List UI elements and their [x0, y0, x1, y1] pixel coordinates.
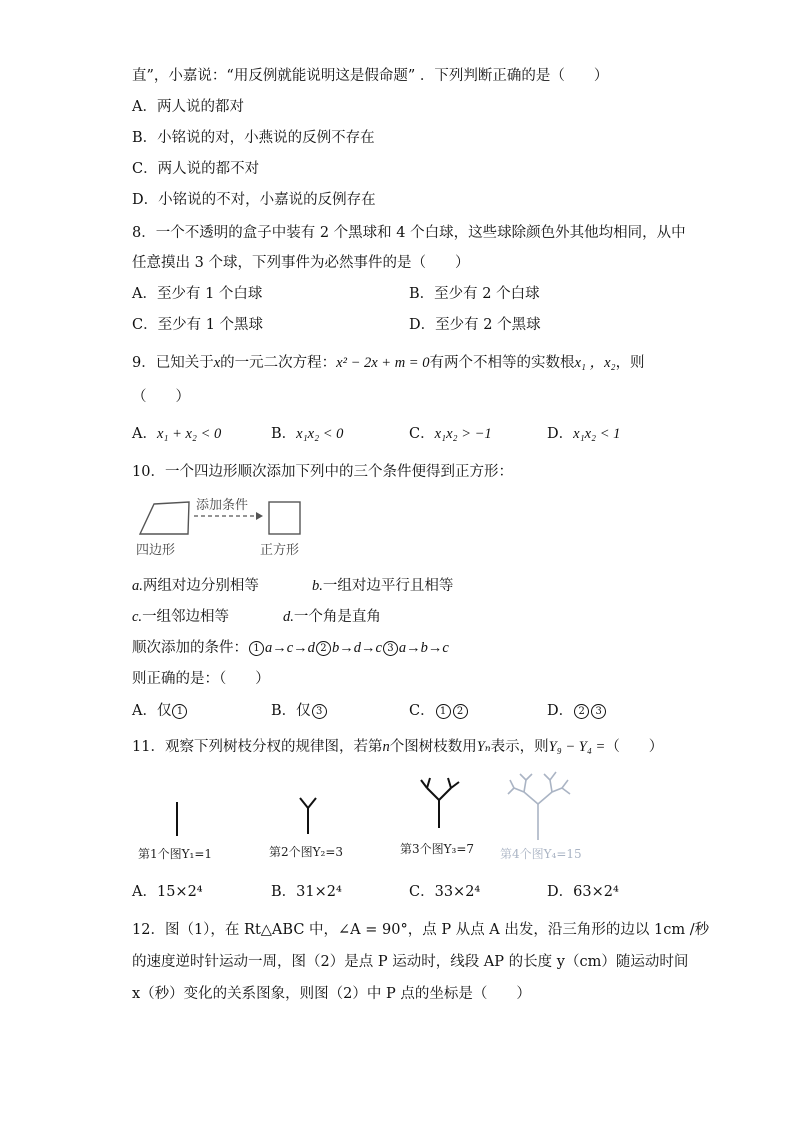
q12-stem-line2: 的速度逆时针运动一周，图（2）是点 P 运动时，线段 AP 的长度 y（cm）随运动时间	[132, 954, 689, 970]
tree-2	[300, 798, 316, 834]
q9-option-b-expr: x₁x₂ < 0	[296, 426, 344, 442]
q9-option-d-label: D．	[547, 426, 574, 442]
q9-option-d-expr: x₁x₂ < 1	[573, 426, 621, 442]
order-prefix: 顺次添加的条件：	[132, 640, 248, 656]
q9-option-c[interactable]	[409, 424, 492, 444]
q10-option-a[interactable]	[132, 701, 188, 721]
q11-option-a[interactable]: A．15×2⁴	[132, 884, 203, 900]
q9-option-d[interactable]	[547, 424, 620, 444]
q10-order	[132, 638, 449, 658]
tree-3	[421, 778, 459, 828]
q10-option-b-label: B．仅	[271, 703, 311, 719]
q10-condition-c	[132, 607, 229, 627]
circled-number: 2	[574, 704, 589, 719]
q11-option-c[interactable]: C．33×2⁴	[409, 884, 481, 900]
q9-prefix: 9．已知关于	[132, 355, 214, 371]
q10-option-c-label: C．	[409, 703, 435, 719]
q8-stem-line2: 任意摸出 3 个球，下列事件为必然事件的是（ ）	[132, 255, 470, 271]
cond-c-text: 一组邻边相等	[142, 609, 230, 625]
q9-tail: ，则	[615, 355, 645, 371]
order-3: a→b→c	[398, 640, 449, 656]
figure-label-add: 添加条件	[196, 498, 249, 513]
circled-number: 1	[249, 641, 264, 656]
order-2: b→d→c	[331, 640, 382, 656]
q9-option-a-expr: x₁ + x₂ < 0	[156, 426, 222, 442]
tree-4-caption: 第4个图Y₄=15	[500, 847, 582, 861]
q10-question: 则正确的是：（ ）	[132, 671, 270, 687]
q10-option-c[interactable]	[409, 701, 469, 721]
q9-option-c-expr: x₁x₂ > −1	[434, 426, 492, 442]
q11-option-d[interactable]: D．63×2⁴	[547, 884, 619, 900]
tree-3-caption: 第3个图Y₃=7	[400, 842, 475, 856]
q11-stem-b: 个图树枝数用	[389, 739, 477, 755]
q10-option-a-label: A．仅	[132, 703, 172, 719]
cond-d-text: 一个角是直角	[293, 609, 381, 625]
q10-option-b[interactable]	[271, 701, 328, 721]
q12-stem-line1: 12．图（1），在 Rt△ABC 中，∠A = 90°，点 P 从点 A 出发，沿三角形的边以 1cm /秒	[132, 922, 710, 938]
tree-2-caption: 第2个图Y₂=3	[269, 845, 344, 859]
q11-stem-a: 11．观察下列树枝分杈的规律图，若第	[132, 739, 383, 755]
q11-stem-c: 表示，则	[490, 739, 549, 755]
q9-mid: 的一元二次方程：	[220, 355, 337, 371]
circled-number: 3	[591, 704, 606, 719]
circled-number: 2	[316, 641, 331, 656]
q11-option-b[interactable]: B．31×2⁴	[271, 884, 342, 900]
q10-figure	[132, 494, 332, 562]
tree-1-caption: 第1个图Y₁=1	[138, 847, 213, 861]
q11-tree-figures	[130, 770, 610, 842]
order-1: a→c→d	[265, 640, 315, 656]
q12-stem-line3: x（秒）变化的关系图象，则图（2）中 P 点的坐标是（ ）	[132, 986, 531, 1002]
cond-d-label: d.	[283, 609, 294, 625]
q11-expr: Y₉ − Y₄ =	[548, 739, 606, 755]
q10-option-d-label: D．	[547, 703, 574, 719]
figure-label-square: 正方形	[260, 543, 300, 558]
q9-suffix: 有两个不相等的实数根	[429, 355, 575, 371]
q9-option-a-label: A．	[132, 426, 157, 442]
q10-stem: 10．一个四边形顺次添加下列中的三个条件便得到正方形：	[132, 464, 513, 480]
q9-option-c-label: C．	[409, 426, 435, 442]
tree-4	[508, 772, 570, 840]
q7-option-a[interactable]: A．两人说的都对	[132, 99, 244, 115]
cond-b-label: b.	[312, 578, 323, 594]
quadrilateral-shape	[140, 502, 189, 534]
q10-condition-a	[132, 576, 259, 596]
cond-a-text: 两组对边分别相等	[142, 578, 259, 594]
q7-option-c[interactable]: C．两人说的都不对	[132, 161, 260, 177]
cond-b-text: 一组对边平行且相等	[322, 578, 454, 594]
q11-paren: （ ）	[605, 739, 664, 755]
circled-number: 1	[436, 704, 451, 719]
q9-roots: x₁ ，x₂	[574, 355, 616, 371]
q8-option-a[interactable]: A．至少有 1 个白球	[132, 286, 263, 302]
square-shape	[269, 502, 300, 534]
circled-number: 3	[383, 641, 398, 656]
q9-equation: x² − 2x + m = 0	[336, 355, 430, 371]
q8-stem-line1: 8．一个不透明的盒子中装有 2 个黑球和 4 个白球，这些球除颜色外其他均相同，从中	[132, 225, 686, 241]
q7-stem-tail: 直”，小嘉说：“用反例就能说明这是假命题” ．下列判断正确的是（ ）	[132, 68, 609, 84]
q7-option-d[interactable]: D．小铭说的不对，小嘉说的反例存在	[132, 192, 376, 208]
q10-condition-d	[283, 607, 381, 627]
q9-option-a[interactable]	[132, 424, 221, 444]
cond-c-label: c.	[132, 609, 143, 625]
q8-option-b[interactable]: B．至少有 2 个白球	[409, 286, 540, 302]
arrow-head-icon	[256, 512, 263, 520]
circled-number: 1	[172, 704, 187, 719]
q8-option-c[interactable]: C．至少有 1 个黑球	[132, 317, 264, 333]
q10-condition-b	[312, 576, 453, 596]
q11-n: n	[382, 739, 390, 755]
q10-option-d[interactable]	[547, 701, 607, 721]
q11-stem	[132, 737, 663, 757]
q9-option-b[interactable]	[271, 424, 343, 444]
q8-option-d[interactable]: D．至少有 2 个黑球	[409, 317, 541, 333]
q9-answer-paren: （ ）	[132, 389, 190, 405]
q11-yn: Yₙ	[476, 739, 491, 755]
cond-a-label: a.	[132, 578, 143, 594]
q9-var: x	[213, 355, 221, 371]
circled-number: 2	[453, 704, 468, 719]
q9-option-b-label: B．	[271, 426, 297, 442]
circled-number: 3	[312, 704, 327, 719]
figure-label-quad: 四边形	[136, 543, 176, 558]
q7-option-b[interactable]: B．小铭说的对，小燕说的反例不存在	[132, 130, 375, 146]
q9-stem	[132, 353, 645, 373]
